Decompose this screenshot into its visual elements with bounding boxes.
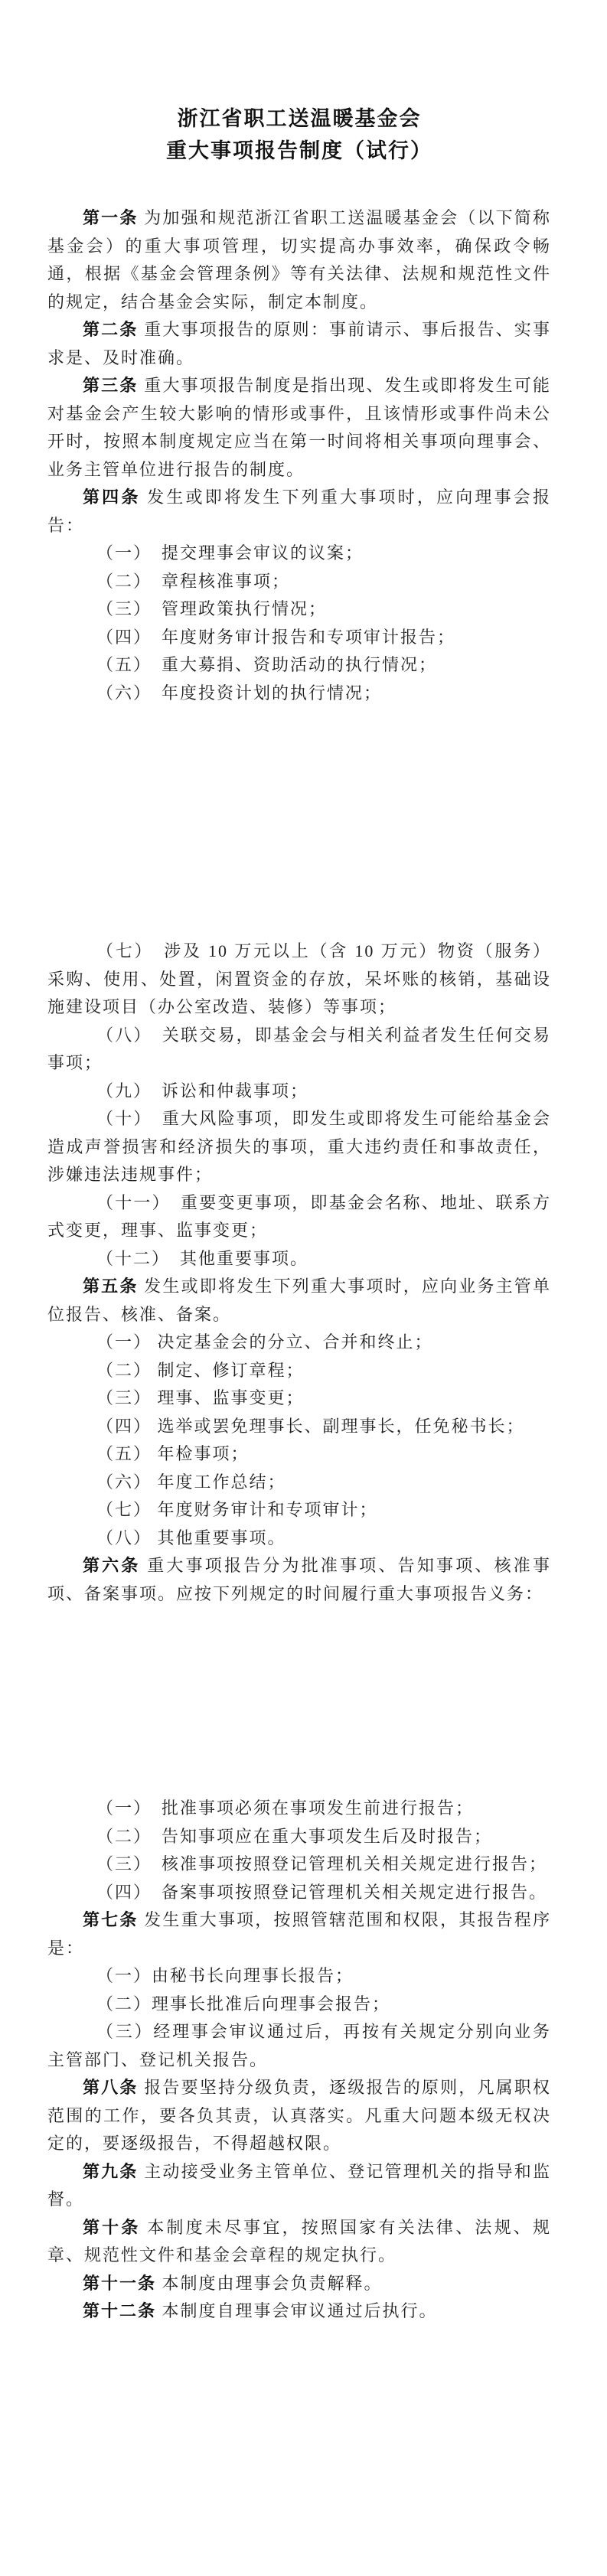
list-item: （十一） 重要变更事项，即基金会名称、地址、联系方式变更，理事、监事变更； [47,1192,551,1240]
article-number: 第十一条 [83,2273,157,2293]
list-item: （七） 涉及 10 万元以上（含 10 万元）物资（服务）采购、使用、处置，闲置资金的存放，呆坏账的核销，基础设施建设项目（办公室改造、装修）等事项； [47,941,551,1016]
article-paragraph: 第七条 发生重大事项，按照管辖范围和权限，其报告程序是： [47,1910,551,1958]
list-item: （四） 备案事项按照登记管理机关相关规定进行报告。 [96,1882,548,1902]
list-item: （一） 决定基金会的分立、合并和终止； [96,1332,433,1352]
article-number: 第七条 [83,1910,139,1929]
article-number: 第六条 [83,1556,141,1575]
list-item: （三） 管理政策执行情况； [96,599,328,618]
page-section-1 [47,204,551,707]
article-paragraph: 第十条 本制度未尽事宜，按照国家有关法律、法规、规章、规范性文件和基金会章程的规定执行。 [47,2217,551,2265]
list-item: （一） 提交理事会审议的议案； [96,543,364,562]
list-item: （七） 年度财务审计和专项审计； [96,1500,378,1519]
article-paragraph: 第五条 发生或即将发生下列重大事项时，应向业务主管单位报告、核准、备案。 [47,1277,551,1324]
list-item: （三）经理事会审议通过后，再按有关规定分别向业务主管部门、登记机关报告。 [47,2022,551,2069]
list-item: （六） 年度工作总结； [96,1472,286,1492]
document-body [47,204,551,2326]
article-paragraph: 第十一条 本制度由理事会负责解释。 [83,2273,383,2293]
article-number: 第九条 [83,2161,139,2181]
document-title [47,103,551,167]
article-number: 第一条 [83,208,139,227]
document-title-line2: 重大事项报告制度（试行） [166,139,432,162]
list-item: （十二） 其他重要事项。 [96,1248,309,1268]
article-paragraph: 第九条 主动接受业务主管单位、登记管理机关的指导和监督。 [47,2161,551,2209]
article-paragraph: 第四条 发生或即将发生下列重大事项时，应向理事会报告： [47,487,551,535]
page-section-3 [47,1795,551,2326]
list-item: （八） 其他重要事项。 [96,1528,286,1547]
list-item: （三） 核准事项按照登记管理机关相关规定进行报告； [96,1854,548,1873]
list-item: （五） 年检事项； [96,1444,250,1463]
article-number: 第五条 [83,1277,139,1296]
article-number: 第十条 [83,2217,141,2237]
list-item: （九） 诉讼和仲裁事项； [96,1081,309,1101]
list-item: （二） 告知事项应在重大事项发生后及时报告； [96,1826,493,1846]
article-number: 第十二条 [83,2301,157,2320]
list-item: （五） 重大募捐、资助活动的执行情况； [96,655,438,674]
list-item: （六） 年度投资计划的执行情况； [96,683,383,703]
page-section-2 [47,937,551,1608]
list-item: （十） 重大风险事项，即发生或即将发生可能给基金会造成声誉损害和经济损失的事项，重大违约责任和事故责任，涉嫌违法违规事件； [47,1109,551,1184]
list-item: （八） 关联交易，即基金会与相关利益者发生任何交易事项； [47,1025,551,1072]
list-item: （一）由秘书长向理事长报告； [96,1966,354,1985]
list-item: （四） 年度财务审计报告和专项审计报告； [96,627,456,647]
list-item: （三） 理事、监事变更； [96,1388,305,1407]
article-paragraph: 第一条 为加强和规范浙江省职工送温暖基金会（以下简称基金会）的重大事项管理，切实提高办事效率，确保政令畅通，根据《基金会管理条例》等有关法律、法规和规范性文件的规定，结合基金会实际，制定本制度。 [47,208,551,311]
article-number: 第八条 [83,2078,139,2097]
article-paragraph: 第六条 重大事项报告分为批准事项、告知事项、核准事项、备案事项。应按下列规定的时间履行重大事项报告义务： [47,1556,551,1603]
list-item: （二） 制定、修订章程； [96,1360,305,1380]
article-number: 第四条 [83,487,141,507]
article-number: 第二条 [83,320,139,339]
article-paragraph: 第十二条 本制度自理事会审议通过后执行。 [83,2301,438,2320]
article-number: 第三条 [83,376,139,395]
article-paragraph: 第三条 重大事项报告制度是指出现、发生或即将发生可能对基金会产生较大影响的情形或事件，且该情形或事件尚未公开时，按照本制度规定应当在第一时间将相关事项向理事会、业务主管单位进行报告的制度。 [47,376,551,479]
article-paragraph: 第二条 重大事项报告的原则：事前请示、事后报告、实事求是、及时准确。 [47,320,551,367]
list-item: （四） 选举或罢免理事长、副理事长，任免秘书长； [96,1416,525,1436]
list-item: （二） 章程核准事项； [96,571,291,591]
document-title-line1: 浙江省职工送温暖基金会 [177,107,422,130]
list-item: （一） 批准事项必须在事项发生前进行报告； [96,1798,475,1818]
list-item: （二）理事长批准后向理事会报告； [96,1994,391,2014]
article-paragraph: 第八条 报告要坚持分级负责，逐级报告的原则，凡属职权范围的工作，要各负其责，认真落实。凡重大问题本级无权决定的，要逐级报告，不得超越权限。 [47,2078,551,2153]
